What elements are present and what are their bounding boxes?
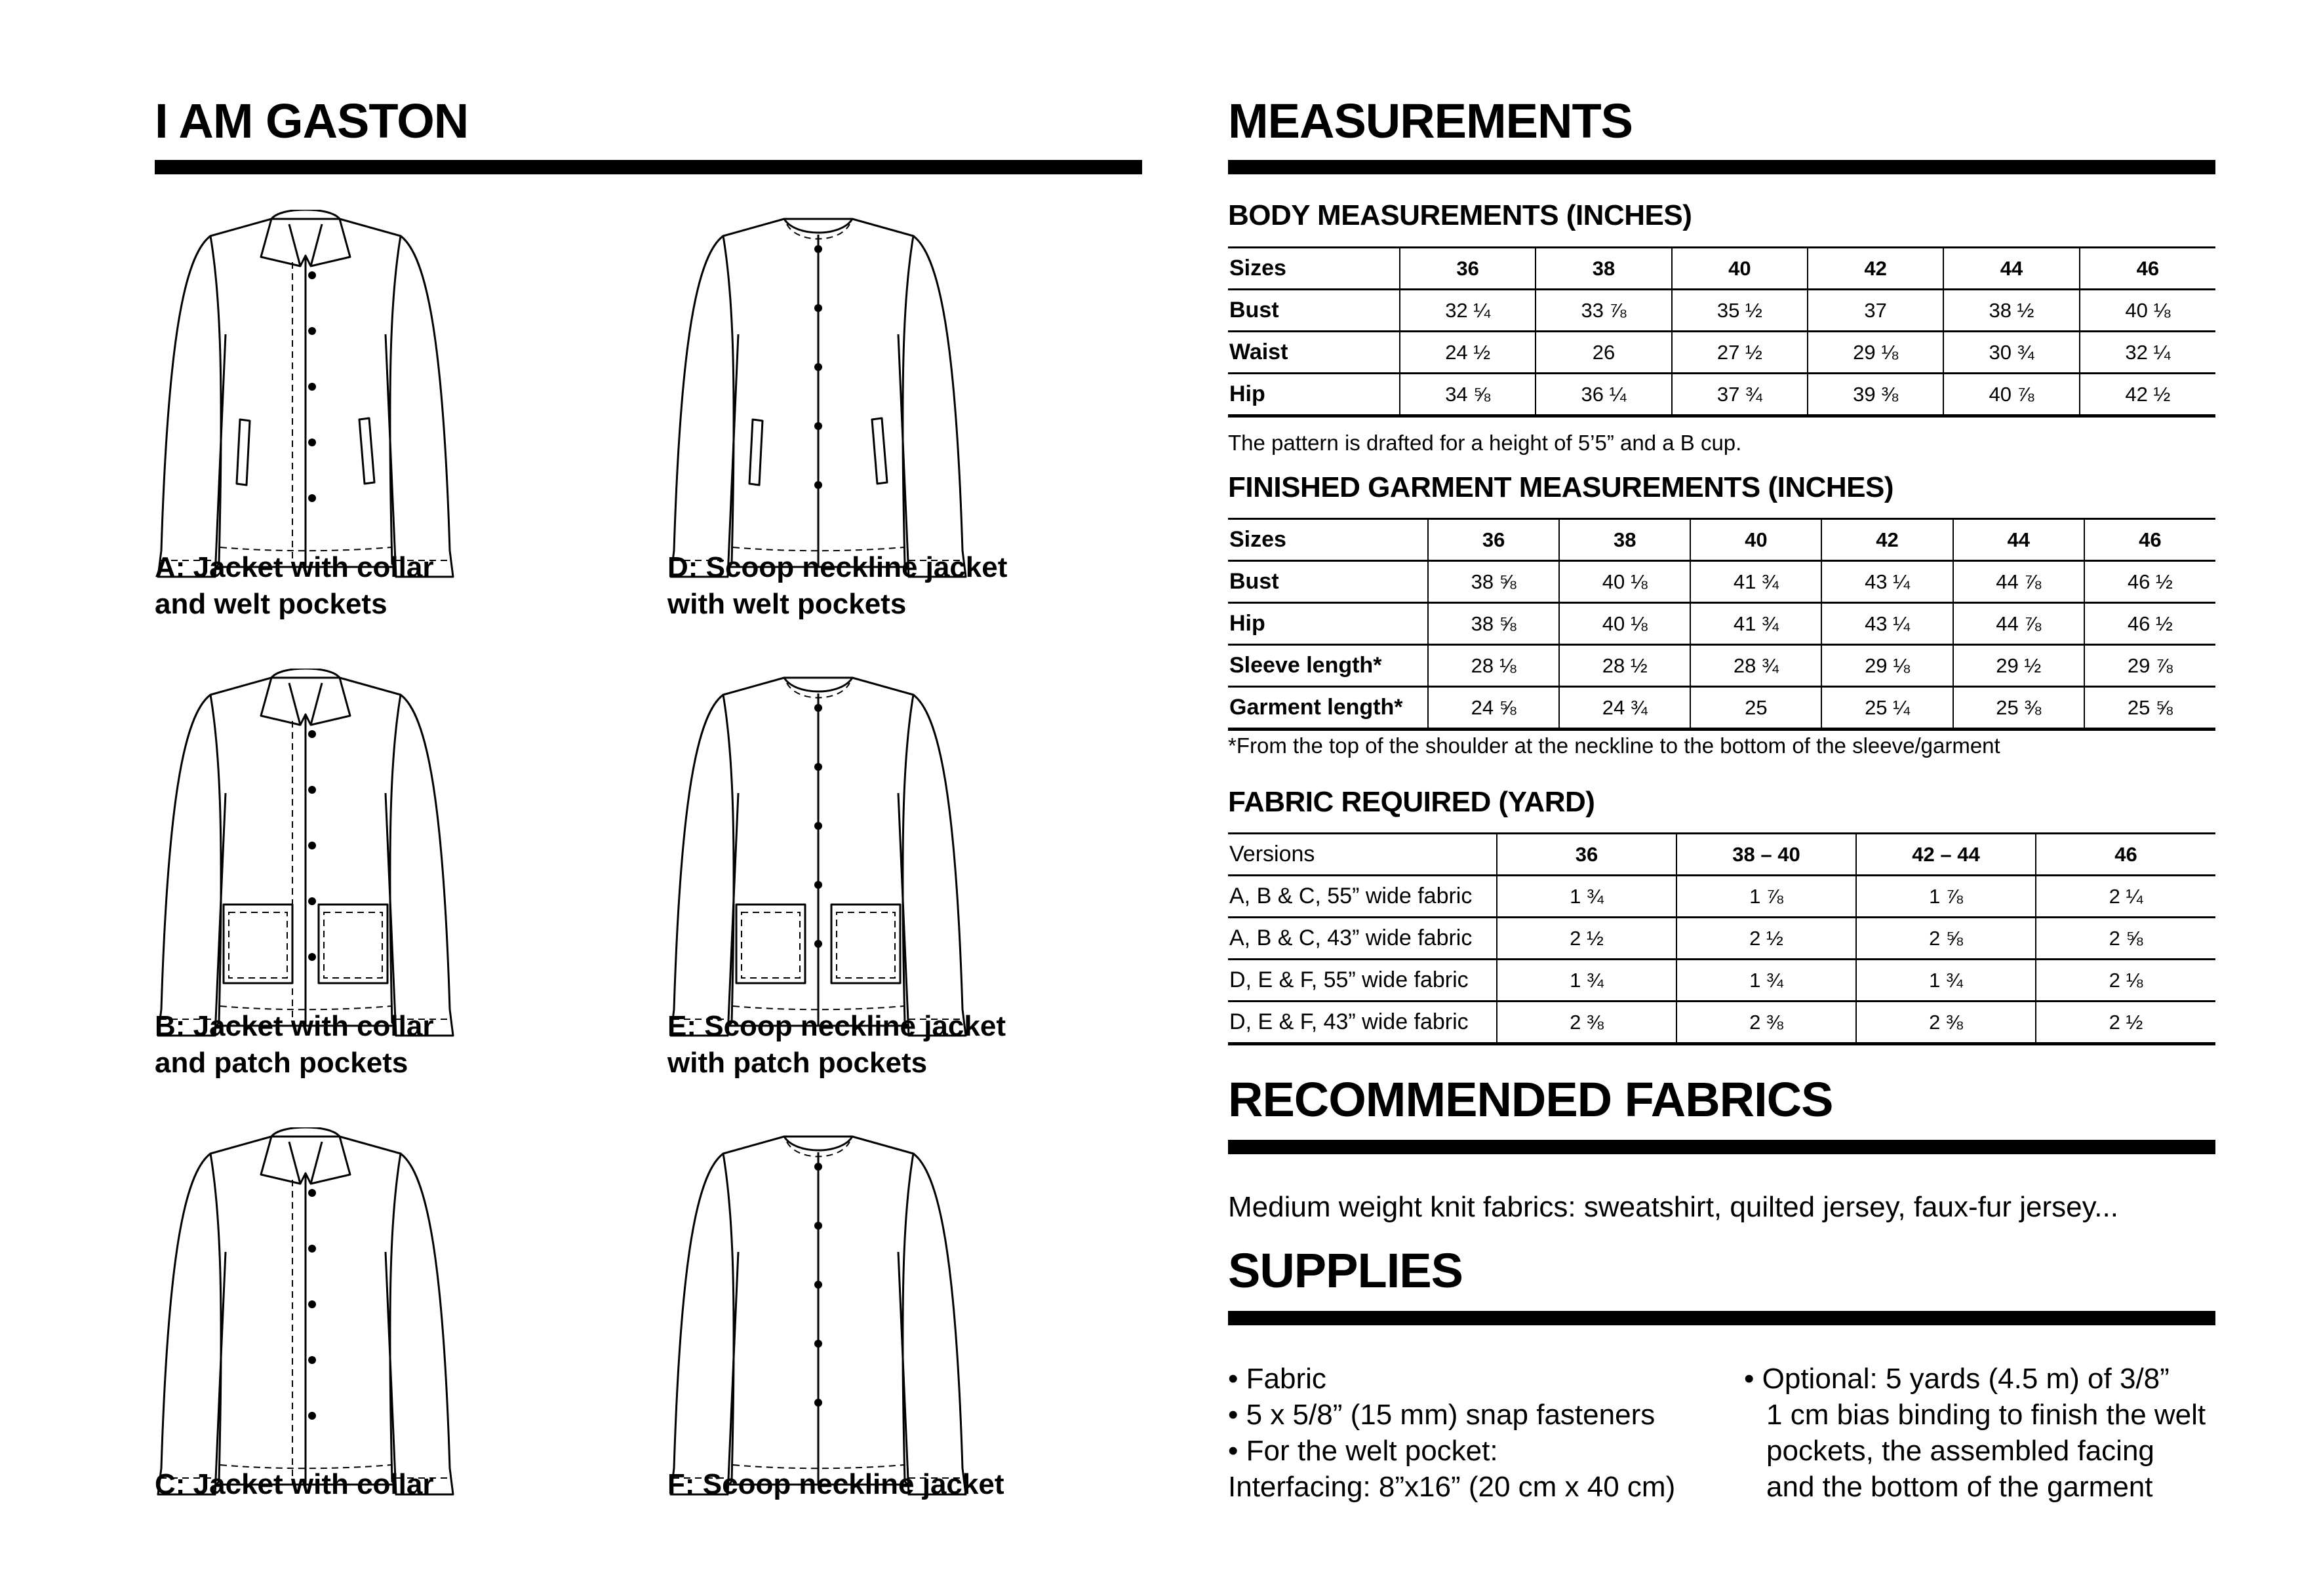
fabric-required-table <box>1228 832 2215 1045</box>
body-measurements-note: The pattern is drafted for a height of 5’5” and a B cup. <box>1228 431 1742 455</box>
table-cell: 38 ⅝ <box>1428 603 1559 645</box>
supplies-heading: SUPPLIES <box>1228 1243 1463 1298</box>
table-cell: 33 ⅞ <box>1536 290 1671 332</box>
supply-item: Interfacing: 8”x16” (20 cm x 40 cm) <box>1228 1471 1676 1503</box>
column-header-label: Versions <box>1228 834 1497 876</box>
table-header-row <box>1228 248 2215 290</box>
table-cell: 40 ⅞ <box>1943 374 2079 416</box>
column-header: 42 <box>1821 519 1953 561</box>
caption-line: A: Jacket with collar <box>155 551 434 583</box>
table-cell: 38 ½ <box>1943 290 2079 332</box>
column-header: 46 <box>2036 834 2215 876</box>
column-header-label: Sizes <box>1228 248 1400 290</box>
table-row <box>1228 561 2215 603</box>
table-cell: 41 ¾ <box>1690 561 1821 603</box>
table-cell: 2 ⅜ <box>1676 1002 1856 1044</box>
table-cell: 35 ½ <box>1672 290 1808 332</box>
supply-item: and the bottom of the garment <box>1766 1471 2153 1503</box>
table-cell: 24 ¾ <box>1559 687 1690 730</box>
table-cell: 1 ¾ <box>1497 876 1676 918</box>
table-cell: 2 ¼ <box>2036 876 2215 918</box>
column-header: 40 <box>1672 248 1808 290</box>
row-label: Hip <box>1228 374 1400 416</box>
supply-item: • 5 x 5/8” (15 mm) snap fasteners <box>1228 1397 1675 1433</box>
column-header: 36 <box>1428 519 1559 561</box>
measurements-rule <box>1228 160 2215 174</box>
supply-item: • Fabric <box>1228 1361 1675 1397</box>
table-row <box>1228 687 2215 730</box>
table-cell: 27 ½ <box>1672 332 1808 374</box>
row-label: D, E & F, 43” wide fabric <box>1228 1002 1497 1044</box>
table-cell: 2 ⅝ <box>2036 918 2215 960</box>
finished-measurements-table <box>1228 518 2215 731</box>
row-label: Waist <box>1228 332 1400 374</box>
column-header: 44 <box>1953 519 2084 561</box>
supplies-list-right <box>1744 1361 2206 1505</box>
table-header-row <box>1228 519 2215 561</box>
caption-line: E: Scoop neckline jacket <box>667 1010 1006 1042</box>
table-row <box>1228 290 2215 332</box>
supply-item: • Optional: 5 yards (4.5 m) of 3/8” <box>1744 1361 2206 1397</box>
table-cell: 43 ¼ <box>1821 561 1953 603</box>
table-cell: 24 ⅝ <box>1428 687 1559 730</box>
table-cell: 2 ⅜ <box>1497 1002 1676 1044</box>
table-cell: 44 ⅞ <box>1953 603 2084 645</box>
caption-line: F: Scoop neckline jacket <box>667 1468 1004 1500</box>
column-header: 38 – 40 <box>1676 834 1856 876</box>
table-cell: 25 ¼ <box>1821 687 1953 730</box>
row-label: A, B & C, 55” wide fabric <box>1228 876 1497 918</box>
table-cell: 28 ½ <box>1559 645 1690 687</box>
supply-item: 1 cm bias binding to finish the welt <box>1766 1399 2206 1431</box>
column-header-label: Sizes <box>1228 519 1428 561</box>
table-header-row <box>1228 834 2215 876</box>
table-cell: 1 ⅞ <box>1676 876 1856 918</box>
table-cell: 32 ¼ <box>2080 332 2215 374</box>
row-label: D, E & F, 55” wide fabric <box>1228 960 1497 1002</box>
table-row <box>1228 918 2215 960</box>
column-header: 44 <box>1943 248 2079 290</box>
title-rule <box>155 160 1142 174</box>
table-cell: 2 ½ <box>1676 918 1856 960</box>
table-row <box>1228 960 2215 1002</box>
table-cell: 43 ¼ <box>1821 603 1953 645</box>
jacket-drawing-f <box>667 1127 969 1504</box>
caption-b <box>155 1008 433 1081</box>
table-cell: 40 ⅛ <box>1559 561 1690 603</box>
caption-e <box>667 1008 1006 1081</box>
jacket-drawing-a <box>155 210 456 587</box>
row-label: Garment length* <box>1228 687 1428 730</box>
table-cell: 28 ¾ <box>1690 645 1821 687</box>
row-label: Bust <box>1228 561 1428 603</box>
jacket-drawing-d <box>667 210 969 587</box>
caption-line: and welt pockets <box>155 588 387 620</box>
table-cell: 2 ⅜ <box>1856 1002 2036 1044</box>
table-cell: 26 <box>1536 332 1671 374</box>
table-row <box>1228 645 2215 687</box>
caption-d <box>667 549 1007 623</box>
table-cell: 1 ¾ <box>1856 960 2036 1002</box>
column-header: 36 <box>1400 248 1536 290</box>
column-header: 42 <box>1808 248 1943 290</box>
row-label: A, B & C, 43” wide fabric <box>1228 918 1497 960</box>
table-row <box>1228 876 2215 918</box>
jacket-drawing-e <box>667 669 969 1045</box>
row-label: Sleeve length* <box>1228 645 1428 687</box>
finished-measurements-heading: FINISHED GARMENT MEASUREMENTS (INCHES) <box>1228 471 1894 503</box>
table-cell: 42 ½ <box>2080 374 2215 416</box>
table-cell: 32 ¼ <box>1400 290 1536 332</box>
column-header: 36 <box>1497 834 1676 876</box>
measurements-heading: MEASUREMENTS <box>1228 94 1633 148</box>
caption-line: C: Jacket with collar <box>155 1468 434 1500</box>
caption-line: with welt pockets <box>667 588 907 620</box>
finished-measurements-note: *From the top of the shoulder at the neckline to the bottom of the sleeve/garment <box>1228 733 2000 758</box>
table-cell: 40 ⅛ <box>1559 603 1690 645</box>
table-cell: 1 ⅞ <box>1856 876 2036 918</box>
table-cell: 29 ½ <box>1953 645 2084 687</box>
table-cell: 2 ½ <box>1497 918 1676 960</box>
table-row <box>1228 1002 2215 1044</box>
supply-item: pockets, the assembled facing <box>1766 1435 2154 1467</box>
column-header: 42 – 44 <box>1856 834 2036 876</box>
column-header: 38 <box>1536 248 1671 290</box>
recommended-fabrics-rule <box>1228 1140 2215 1154</box>
column-header: 46 <box>2080 248 2215 290</box>
supplies-rule <box>1228 1311 2215 1325</box>
table-row <box>1228 603 2215 645</box>
row-label: Hip <box>1228 603 1428 645</box>
table-row <box>1228 374 2215 416</box>
table-cell: 38 ⅝ <box>1428 561 1559 603</box>
jacket-drawing-b <box>155 669 456 1045</box>
table-cell: 44 ⅞ <box>1953 561 2084 603</box>
table-cell: 25 <box>1690 687 1821 730</box>
table-cell: 25 ⅜ <box>1953 687 2084 730</box>
table-cell: 46 ½ <box>2084 561 2215 603</box>
table-cell: 39 ⅜ <box>1808 374 1943 416</box>
caption-line: D: Scoop neckline jacket <box>667 551 1008 583</box>
table-cell: 24 ½ <box>1400 332 1536 374</box>
jacket-drawing-c <box>155 1127 456 1504</box>
body-measurements-table <box>1228 246 2215 418</box>
table-cell: 41 ¾ <box>1690 603 1821 645</box>
table-cell: 46 ½ <box>2084 603 2215 645</box>
caption-f <box>667 1466 1004 1503</box>
column-header: 40 <box>1690 519 1821 561</box>
table-cell: 40 ⅛ <box>2080 290 2215 332</box>
table-cell: 34 ⅝ <box>1400 374 1536 416</box>
table-cell: 1 ¾ <box>1497 960 1676 1002</box>
page-title: I AM GASTON <box>155 94 469 148</box>
fabric-required-heading: FABRIC REQUIRED (YARD) <box>1228 786 1595 818</box>
table-cell: 1 ¾ <box>1676 960 1856 1002</box>
table-cell: 36 ¼ <box>1536 374 1671 416</box>
column-header: 38 <box>1559 519 1690 561</box>
supplies-list-left <box>1228 1361 1675 1505</box>
table-cell: 29 ⅞ <box>2084 645 2215 687</box>
table-cell: 29 ⅛ <box>1808 332 1943 374</box>
caption-c <box>155 1466 433 1503</box>
caption-line: B: Jacket with collar <box>155 1010 434 1042</box>
table-cell: 37 <box>1808 290 1943 332</box>
table-cell: 2 ⅛ <box>2036 960 2215 1002</box>
table-cell: 37 ¾ <box>1672 374 1808 416</box>
column-header: 46 <box>2084 519 2215 561</box>
table-cell: 28 ⅛ <box>1428 645 1559 687</box>
caption-line: and patch pockets <box>155 1047 408 1079</box>
supply-item: • For the welt pocket: <box>1228 1433 1675 1469</box>
caption-a <box>155 549 433 623</box>
body-measurements-heading: BODY MEASUREMENTS (INCHES) <box>1228 199 1692 231</box>
recommended-fabrics-heading: RECOMMENDED FABRICS <box>1228 1072 1833 1127</box>
table-row <box>1228 332 2215 374</box>
row-label: Bust <box>1228 290 1400 332</box>
table-cell: 30 ¾ <box>1943 332 2079 374</box>
table-cell: 2 ½ <box>2036 1002 2215 1044</box>
table-cell: 25 ⅝ <box>2084 687 2215 730</box>
table-cell: 2 ⅝ <box>1856 918 2036 960</box>
recommended-fabrics-text: Medium weight knit fabrics: sweatshirt, quilted jersey, faux-fur jersey... <box>1228 1191 2118 1223</box>
table-cell: 29 ⅛ <box>1821 645 1953 687</box>
caption-line: with patch pockets <box>667 1047 928 1079</box>
